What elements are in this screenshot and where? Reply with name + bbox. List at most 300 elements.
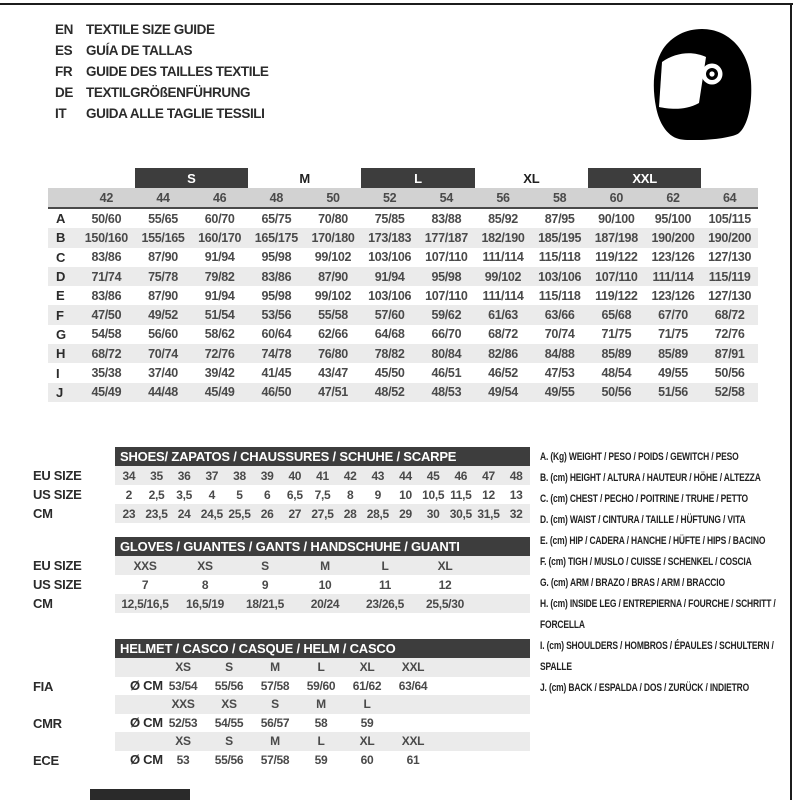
measure-value: 115/119: [708, 269, 751, 284]
measure-value: 71/75: [658, 327, 688, 342]
measure-value: 47/53: [544, 366, 575, 381]
measure-value: 123/126: [651, 250, 695, 265]
measure-value: 103/106: [368, 288, 412, 303]
measure-value: 75/78: [148, 269, 178, 284]
legend-item-j: J. (cm) BACK / ESPALDA / DOS / ZURÜCK / INDIETRO: [540, 682, 750, 694]
measure-row-h: [48, 344, 758, 363]
helmet-size: M: [270, 734, 280, 749]
helmet-size: XXL: [401, 734, 425, 749]
gloves-cm-row: [115, 594, 530, 613]
cell-value: 31,5: [477, 506, 500, 521]
cell-value: 3,5: [176, 487, 193, 502]
measure-value: 83/88: [431, 211, 462, 226]
helmet-size: XS: [221, 697, 237, 712]
measure-value: 95/98: [261, 288, 292, 303]
cell-value: 5: [236, 487, 243, 502]
cell-value: XXS: [133, 558, 157, 573]
language-code: ES: [55, 43, 73, 58]
helmet-value: 58: [314, 715, 328, 730]
cell-value: 12: [482, 487, 495, 502]
legend-item-e: E. (cm) HIP / CADERA / HANCHE / HÜFTE / HIPS / BACINO: [540, 535, 766, 547]
measure-value: 72/76: [204, 346, 235, 361]
measure-value: 68/72: [488, 327, 518, 342]
size-number: 52: [383, 190, 397, 205]
measure-value: 155/165: [141, 230, 185, 245]
language-title: TEXTILGRÖßENFÜHRUNG: [86, 85, 251, 100]
helmet-size: XXS: [171, 697, 195, 712]
cell-value: 8: [201, 577, 209, 592]
cell-value: XS: [197, 558, 213, 573]
cell-value: 10,5: [422, 487, 445, 502]
cell-value: 11: [378, 577, 392, 592]
cell-value: 24,5: [200, 506, 223, 521]
helmet-size: XS: [175, 734, 191, 749]
helmet-value: 63/64: [398, 678, 428, 693]
cell-value: 26: [260, 506, 274, 521]
cell-value: 34: [122, 468, 136, 483]
measure-value: 56/60: [148, 327, 178, 342]
gloves-eu-label: EU SIZE: [33, 558, 82, 573]
helmet-value: 53: [176, 752, 190, 767]
helmet-size: L: [317, 734, 325, 749]
size-number: 48: [269, 190, 283, 205]
measure-value: 95/100: [654, 211, 692, 226]
measure-value: 84/88: [544, 346, 575, 361]
cell-value: 16,5/19: [186, 596, 224, 611]
language-title: GUIDE DES TAILLES TEXTILE: [86, 64, 269, 79]
cell-value: 12: [438, 577, 452, 592]
measure-row-a: [48, 209, 758, 228]
measure-row-e: [48, 286, 758, 305]
textile-size-table: [48, 168, 758, 402]
measure-value: 68/72: [714, 308, 745, 323]
measure-value: 62/66: [318, 327, 348, 342]
cell-value: 20/24: [310, 596, 340, 611]
measure-value: 103/106: [538, 269, 582, 284]
measure-value: 87/95: [544, 211, 575, 226]
size-group-row: [48, 168, 758, 188]
cell-value: 2,5: [148, 487, 165, 502]
measure-value: 119/122: [595, 250, 638, 265]
measure-value: 182/190: [481, 230, 525, 245]
measure-value: 187/198: [594, 230, 638, 245]
size-number: 50: [326, 190, 340, 205]
cell-value: 8: [346, 487, 354, 502]
measure-value: 43/47: [318, 366, 348, 381]
cell-value: 47: [482, 468, 495, 483]
measure-value: 48/54: [601, 366, 632, 381]
standard-label-fia: FIA: [33, 678, 54, 694]
measure-value: 59/62: [431, 308, 462, 323]
measure-value: 37/40: [148, 366, 178, 381]
language-row: [55, 19, 269, 40]
language-row: [55, 103, 269, 124]
measure-value: 49/55: [658, 366, 688, 381]
helmet-value: 53/54: [168, 678, 198, 693]
top-border-line: [0, 3, 793, 5]
helmet-size: XS: [175, 660, 191, 675]
cell-value: 43: [371, 468, 385, 483]
measure-row-b: [48, 228, 758, 247]
measure-value: 91/94: [204, 288, 235, 303]
helmet-value: 61/62: [352, 678, 382, 693]
size-number: 54: [439, 190, 453, 205]
size-group-xxl: XXL: [588, 168, 701, 188]
size-number-row: [48, 188, 758, 209]
measure-value: 44/48: [148, 385, 178, 400]
helmet-value: 59/60: [306, 678, 336, 693]
gloves-us-label: US SIZE: [33, 577, 82, 592]
helmet-value: 56/57: [260, 715, 290, 730]
measure-value: 75/85: [374, 211, 405, 226]
measure-value: 70/80: [318, 211, 348, 226]
helmet-value: 57/58: [260, 752, 290, 767]
measure-letter: G: [56, 326, 66, 342]
measure-value: 64/68: [374, 327, 405, 342]
standard-label-cmr: CMR: [33, 715, 62, 731]
size-number: 62: [666, 190, 680, 205]
cell-value: 40: [288, 468, 302, 483]
shoes-us-row: [115, 485, 530, 504]
measure-row-j: [48, 383, 758, 402]
measure-value: 46/52: [488, 366, 518, 381]
helmet-size: XL: [359, 734, 375, 749]
measure-value: 45/49: [204, 385, 235, 400]
legend-item-c: C. (cm) CHEST / PECHO / POITRINE / TRUHE / PETTO: [540, 493, 748, 505]
helmet-icon: [650, 28, 754, 140]
measure-value: 107/110: [595, 269, 638, 284]
helmet-section-header: HELMET / CASCO / CASQUE / HELM / CASCO: [115, 639, 530, 658]
standard-label-ece: ECE: [33, 752, 59, 768]
measure-value: 115/118: [538, 250, 581, 265]
shoes-eu-label: EU SIZE: [33, 468, 82, 483]
shoes-section-header: SHOES/ ZAPATOS / CHAUSSURES / SCHUHE / SCARPE: [115, 447, 530, 466]
measure-value: 50/56: [714, 366, 745, 381]
cell-value: 48: [509, 468, 523, 483]
measure-value: 60/64: [261, 327, 292, 342]
cell-value: S: [261, 558, 269, 573]
helmet-value: 55/56: [214, 752, 244, 767]
measure-value: 70/74: [148, 346, 178, 361]
cell-value: XL: [437, 558, 453, 573]
cell-value: 28,5: [366, 506, 389, 521]
cell-value: 46: [454, 468, 468, 483]
measure-value: 55/65: [148, 211, 178, 226]
measure-value: 65/68: [601, 308, 632, 323]
measure-letter: J: [56, 384, 63, 400]
measure-letter: D: [56, 269, 66, 285]
language-code: IT: [55, 106, 67, 121]
helmet-sizes-row-cmr: [115, 695, 530, 714]
measure-value: 160/170: [198, 230, 242, 245]
cell-value: 23/26,5: [366, 596, 404, 611]
measure-value: 83/86: [261, 269, 292, 284]
gloves-eu-row: [115, 556, 530, 575]
measure-value: 49/54: [488, 385, 518, 400]
cell-value: 38: [233, 468, 246, 483]
cell-value: 30: [426, 506, 440, 521]
measure-value: 103/106: [368, 250, 412, 265]
size-number: 60: [609, 190, 623, 205]
measure-value: 46/51: [431, 366, 462, 381]
cell-value: 6,5: [286, 487, 303, 502]
measure-value: 66/70: [431, 327, 462, 342]
cell-value: M: [320, 558, 330, 573]
size-group-s: S: [135, 168, 248, 188]
cell-value: 23: [122, 506, 136, 521]
helmet-values-row-fia: [115, 677, 530, 696]
measure-row-d: [48, 267, 758, 286]
cell-value: 18/21,5: [246, 596, 284, 611]
helmet-size: XXL: [401, 660, 425, 675]
measure-value: 111/114: [652, 269, 694, 284]
measure-value: 61/63: [488, 308, 518, 323]
helmet-value: 59: [314, 752, 328, 767]
measure-value: 177/187: [424, 230, 468, 245]
measure-value: 79/82: [204, 269, 235, 284]
cell-value: 27: [288, 506, 302, 521]
cell-value: 25,5/30: [426, 596, 464, 611]
helmet-values-row-cmr: [115, 714, 530, 733]
language-code: FR: [55, 64, 73, 79]
measure-value: 35/38: [91, 366, 122, 381]
cell-value: 7: [141, 577, 149, 592]
cell-value: 37: [205, 468, 219, 483]
cell-value: 35: [150, 468, 163, 483]
measure-value: 150/160: [84, 230, 128, 245]
measurement-legend: [540, 447, 791, 699]
measure-value: 58/62: [204, 327, 235, 342]
size-group-m: M: [299, 170, 310, 186]
measure-value: 119/122: [595, 288, 638, 303]
measure-value: 52/58: [714, 385, 745, 400]
measure-value: 99/102: [314, 288, 352, 303]
measure-value: 115/118: [538, 288, 581, 303]
cell-value: 42: [343, 468, 357, 483]
cell-value: 36: [177, 468, 191, 483]
measure-value: 91/94: [374, 269, 405, 284]
size-number: 56: [496, 190, 510, 205]
shoes-cm-row: [115, 504, 530, 523]
measure-value: 76/80: [318, 346, 348, 361]
diameter-unit: Ø CM: [130, 678, 163, 694]
measure-value: 190/200: [651, 230, 695, 245]
cell-value: 29: [399, 506, 412, 521]
measure-value: 70/74: [544, 327, 575, 342]
measure-value: 48/53: [431, 385, 462, 400]
helmet-value: 59: [360, 715, 374, 730]
measure-value: 49/55: [544, 385, 575, 400]
measure-value: 49/52: [148, 308, 178, 323]
helmet-size: S: [225, 660, 233, 675]
measure-letter: E: [56, 288, 65, 304]
cell-value: 25,5: [228, 506, 251, 521]
measure-row-f: [48, 305, 758, 324]
size-number: 46: [213, 190, 227, 205]
shoes-us-label: US SIZE: [33, 487, 82, 502]
legend-item-h: H. (cm) INSIDE LEG / ENTREPIERNA / FOURCHE / SCHRITT / FORCELLA: [540, 598, 776, 631]
measure-value: 54/58: [91, 327, 122, 342]
measure-value: 68/72: [91, 346, 122, 361]
measure-letter: C: [56, 249, 66, 265]
language-list: [55, 19, 269, 124]
helmet-size: M: [270, 660, 280, 675]
measure-value: 85/92: [488, 211, 518, 226]
measure-value: 45/50: [374, 366, 405, 381]
cell-value: 23,5: [145, 506, 168, 521]
helmet-size: M: [316, 697, 326, 712]
helmet-value: 52/53: [168, 715, 198, 730]
measure-value: 65/75: [261, 211, 292, 226]
measure-value: 190/200: [708, 230, 752, 245]
measure-value: 78/82: [374, 346, 405, 361]
measure-value: 53/56: [261, 308, 292, 323]
helmet-value: 61: [406, 752, 420, 767]
helmet-value: 54/55: [214, 715, 244, 730]
measure-value: 107/110: [425, 250, 468, 265]
cell-value: 9: [374, 487, 381, 502]
measure-value: 45/49: [91, 385, 122, 400]
measure-value: 111/114: [482, 250, 524, 265]
legend-item-f: F. (cm) TIGH / MUSLO / CUISSE / SCHENKEL / COSCIA: [540, 556, 752, 568]
measure-value: 60/70: [204, 211, 235, 226]
measure-value: 185/195: [538, 230, 582, 245]
measure-value: 47/50: [91, 308, 122, 323]
measure-row-c: [48, 248, 758, 267]
measure-value: 170/180: [311, 230, 355, 245]
measure-value: 50/60: [91, 211, 122, 226]
cell-value: 24: [177, 506, 191, 521]
cell-value: 41: [316, 468, 329, 483]
cell-value: 10: [399, 487, 412, 502]
measure-value: 67/70: [658, 308, 688, 323]
measure-value: 85/89: [658, 346, 688, 361]
cell-value: 44: [399, 468, 412, 483]
measure-value: 82/86: [488, 346, 518, 361]
measure-value: 50/56: [601, 385, 632, 400]
helmet-size: XL: [359, 660, 375, 675]
measure-value: 51/54: [204, 308, 235, 323]
language-title: GUÍA DE TALLAS: [86, 43, 193, 58]
measure-letter: A: [56, 211, 66, 227]
measure-letter: I: [56, 365, 60, 381]
size-number: 58: [553, 190, 567, 205]
cell-value: 27,5: [311, 506, 334, 521]
helmet-sizes-row-ece: [115, 732, 530, 751]
legend-item-i: I. (cm) SHOULDERS / HOMBROS / ÉPAULES / SCHULTERN / SPALLE: [540, 640, 774, 673]
measure-value: 57/60: [374, 308, 405, 323]
size-number: 64: [723, 190, 737, 205]
measure-value: 83/86: [91, 250, 122, 265]
gloves-section-header: GLOVES / GUANTES / GANTS / HANDSCHUHE / GUANTI: [115, 537, 530, 556]
measure-value: 91/94: [204, 250, 235, 265]
measure-value: 55/58: [318, 308, 348, 323]
language-row: [55, 61, 269, 82]
language-title: TEXTILE SIZE GUIDE: [86, 22, 215, 37]
cell-value: 13: [509, 487, 523, 502]
measure-value: 87/91: [714, 346, 745, 361]
legend-item-g: G. (cm) ARM / BRAZO / BRAS / ARM / BRACCIO: [540, 577, 725, 589]
measure-value: 63/66: [544, 308, 575, 323]
measure-value: 99/102: [484, 269, 522, 284]
size-number: 42: [99, 190, 113, 205]
measure-value: 95/98: [261, 250, 292, 265]
helmet-size: S: [225, 734, 233, 749]
cell-value: 9: [261, 577, 269, 592]
measure-value: 80/84: [431, 346, 462, 361]
cell-value: 10: [318, 577, 332, 592]
language-title: GUIDA ALLE TAGLIE TESSILI: [86, 106, 265, 121]
helmet-values-row-ece: [115, 751, 530, 770]
measure-letter: F: [56, 307, 64, 323]
measure-value: 90/100: [598, 211, 635, 226]
measure-value: 47/51: [318, 385, 348, 400]
diameter-unit: Ø CM: [130, 752, 163, 768]
measure-value: 72/76: [714, 327, 745, 342]
measure-value: 127/130: [708, 288, 752, 303]
measure-letter: H: [56, 346, 66, 362]
cell-value: 30,5: [449, 506, 472, 521]
helmet-value: 55/56: [214, 678, 244, 693]
cell-value: 28: [343, 506, 357, 521]
measure-letter: B: [56, 230, 66, 246]
helmet-size: S: [271, 697, 279, 712]
measure-value: 74/78: [261, 346, 292, 361]
language-row: [55, 40, 269, 61]
measure-value: 127/130: [708, 250, 752, 265]
helmet-value: 60: [360, 752, 374, 767]
size-group-l: L: [361, 168, 474, 188]
measure-value: 83/86: [91, 288, 122, 303]
cell-value: 7,5: [314, 487, 331, 502]
legend-item-b: B. (cm) HEIGHT / ALTURA / HAUTEUR / HÖHE / ALTEZZA: [540, 472, 761, 484]
measure-value: 85/89: [601, 346, 632, 361]
gloves-cm-label: CM: [33, 596, 53, 611]
measure-value: 87/90: [148, 250, 178, 265]
helmet-size: L: [317, 660, 325, 675]
helmet-size: L: [363, 697, 371, 712]
measure-value: 123/126: [651, 288, 695, 303]
gloves-us-row: [115, 575, 530, 594]
measure-value: 39/42: [204, 366, 235, 381]
cell-value: 4: [208, 487, 215, 502]
cell-value: 6: [263, 487, 271, 502]
cutoff-footer-bar: [90, 789, 190, 800]
language-row: [55, 82, 269, 103]
size-number: 44: [156, 190, 170, 205]
size-group-xl: XL: [523, 170, 540, 186]
language-code: DE: [55, 85, 73, 100]
measure-value: 46/50: [261, 385, 292, 400]
measure-value: 173/183: [368, 230, 412, 245]
measure-row-i: [48, 363, 758, 382]
shoes-cm-label: CM: [33, 506, 53, 521]
helmet-value: 57/58: [260, 678, 290, 693]
language-code: EN: [55, 22, 73, 37]
measure-value: 105/115: [708, 211, 751, 226]
measure-value: 111/114: [482, 288, 524, 303]
cell-value: 2: [125, 487, 133, 502]
diameter-unit: Ø CM: [130, 715, 163, 731]
cell-value: 32: [509, 506, 523, 521]
measure-value: 48/52: [374, 385, 405, 400]
measure-value: 107/110: [425, 288, 468, 303]
cell-value: 45: [426, 468, 440, 483]
measure-value: 51/56: [658, 385, 688, 400]
measure-value: 71/75: [601, 327, 632, 342]
cell-value: 12,5/16,5: [121, 596, 169, 611]
cell-value: L: [381, 558, 389, 573]
